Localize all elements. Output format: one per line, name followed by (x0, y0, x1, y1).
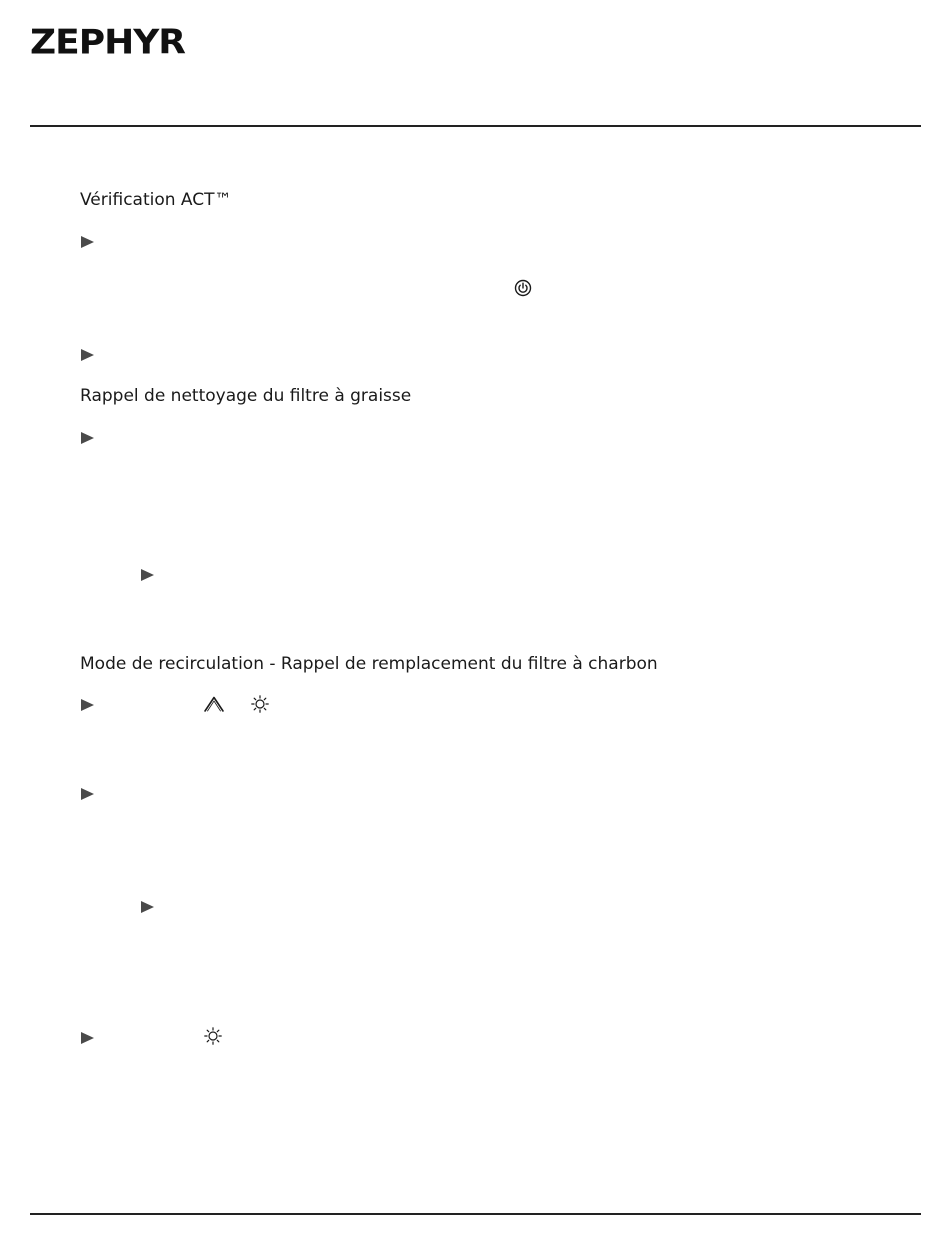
triangle-bullet-icon (81, 432, 94, 444)
footer-divider (30, 1213, 921, 1215)
triangle-bullet-icon (81, 699, 94, 711)
triangle-bullet-icon (81, 788, 94, 800)
section-title-grease-filter: Rappel de nettoyage du filtre à graisse (80, 386, 412, 406)
triangle-bullet-icon (81, 236, 94, 248)
section-title-act-check: Vérification ACT™ (80, 190, 232, 210)
section-title-charcoal-filter: Mode de recirculation - Rappel de remplacement du filtre à charbon (80, 654, 658, 674)
triangle-bullet-icon (81, 349, 94, 361)
chevron-up-icon (203, 695, 225, 713)
power-icon (514, 279, 532, 297)
triangle-bullet-icon (141, 901, 154, 913)
light-icon (251, 695, 269, 713)
header-divider (30, 125, 921, 127)
zephyr-logo: ZEPHYR (30, 23, 185, 63)
triangle-bullet-icon (141, 569, 154, 581)
light-icon (204, 1027, 222, 1045)
triangle-bullet-icon (81, 1032, 94, 1044)
